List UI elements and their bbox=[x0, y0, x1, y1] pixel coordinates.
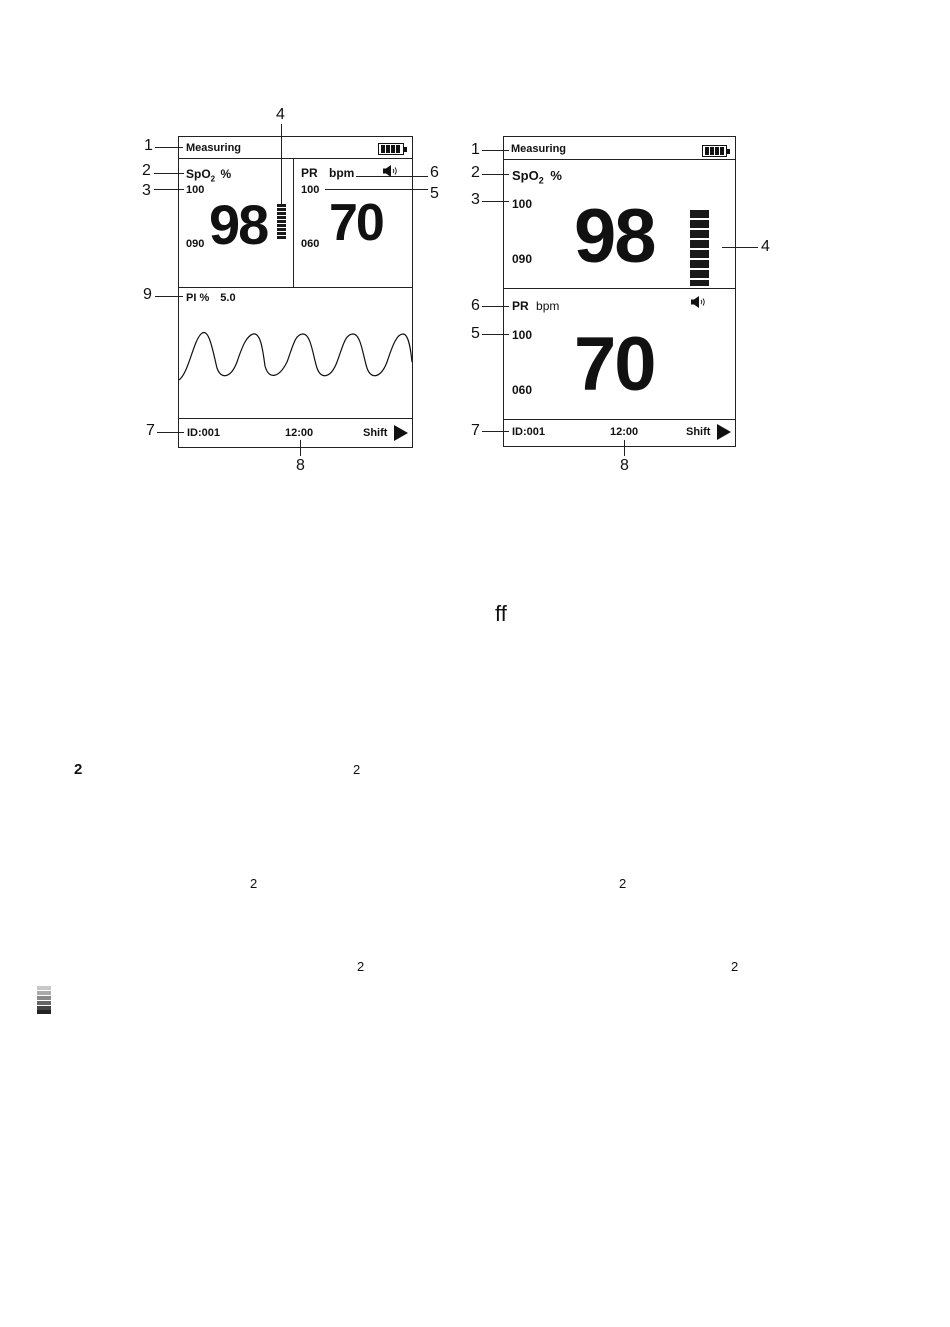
patient-id: ID:001 bbox=[187, 427, 221, 439]
callout-4: 4 bbox=[276, 106, 285, 123]
spo2-label: SpO$_2$ % bbox=[186, 167, 232, 184]
play-triangle-icon bbox=[717, 424, 731, 440]
callout-2: 2 bbox=[471, 164, 480, 181]
callout-3: 3 bbox=[142, 182, 151, 199]
speaker-icon bbox=[691, 296, 709, 308]
leader-line bbox=[157, 432, 184, 433]
spo2-low-limit: 090 bbox=[512, 252, 533, 266]
callout-9: 9 bbox=[143, 286, 152, 303]
spo2-high-limit: 100 bbox=[512, 197, 533, 211]
callout-5: 5 bbox=[430, 185, 439, 202]
leader-line bbox=[154, 173, 184, 174]
leader-line bbox=[482, 306, 509, 307]
callout-2: 2 bbox=[142, 162, 151, 179]
spo2-high-limit: 100 bbox=[186, 184, 205, 196]
subscript-fragment: 2 bbox=[731, 959, 739, 974]
status-text: Measuring bbox=[511, 143, 567, 155]
battery-icon bbox=[702, 145, 727, 157]
leader-line bbox=[300, 440, 301, 456]
clock-time: 12:00 bbox=[610, 426, 639, 438]
right-device-screen bbox=[503, 136, 736, 447]
pr-value: 70 bbox=[329, 194, 383, 252]
subscript-fragment: 2 bbox=[619, 876, 627, 891]
footer-divider bbox=[504, 419, 735, 420]
footer-divider bbox=[179, 418, 412, 419]
callout-6: 6 bbox=[430, 164, 439, 181]
callout-7: 7 bbox=[146, 422, 155, 439]
pr-low-limit: 060 bbox=[301, 238, 320, 250]
patient-id: ID:001 bbox=[512, 426, 546, 438]
battery-icon bbox=[378, 143, 404, 155]
subscript-fragment: 2 bbox=[250, 876, 258, 891]
leader-line bbox=[155, 296, 183, 297]
spo2-label: SpO$_2$ % bbox=[512, 168, 562, 186]
clock-time: 12:00 bbox=[285, 427, 314, 439]
subscript-fragment: 2 bbox=[74, 761, 83, 778]
pleth-waveform bbox=[179, 322, 412, 382]
signal-bar-icon bbox=[277, 204, 286, 240]
play-triangle-icon bbox=[394, 425, 408, 441]
section-divider bbox=[504, 288, 735, 289]
leader-line bbox=[482, 201, 509, 202]
leader-line bbox=[356, 176, 428, 177]
spo2-low-limit: 090 bbox=[186, 238, 205, 250]
pr-high-limit: 100 bbox=[301, 184, 320, 196]
leader-line bbox=[482, 431, 509, 432]
pr-value: 70 bbox=[574, 322, 655, 407]
header-divider bbox=[504, 159, 735, 160]
leader-line bbox=[482, 334, 509, 335]
leader-line bbox=[722, 247, 758, 248]
signal-bar-icon bbox=[37, 986, 51, 1014]
subscript-fragment: 2 bbox=[357, 959, 365, 974]
pr-label: PR bpm bbox=[301, 166, 355, 180]
callout-8: 8 bbox=[296, 457, 305, 474]
callout-6: 6 bbox=[471, 297, 480, 314]
header-divider bbox=[179, 158, 412, 159]
pr-low-limit: 060 bbox=[512, 383, 533, 397]
leader-line bbox=[155, 147, 183, 148]
waveform-divider bbox=[179, 287, 412, 288]
signal-bar-icon bbox=[690, 210, 709, 288]
leader-line bbox=[482, 174, 509, 175]
leader-line bbox=[325, 189, 428, 190]
shift-label: Shift bbox=[363, 427, 388, 439]
column-divider bbox=[293, 158, 294, 287]
callout-5: 5 bbox=[471, 325, 480, 342]
leader-line bbox=[482, 150, 509, 151]
left-device-screen bbox=[178, 136, 413, 448]
callout-7: 7 bbox=[471, 422, 480, 439]
callout-8: 8 bbox=[620, 457, 629, 474]
spo2-value: 98 bbox=[209, 193, 268, 256]
callout-1: 1 bbox=[144, 137, 153, 154]
pi-label: PI % 5.0 bbox=[186, 292, 236, 304]
ligature-fragment: ff bbox=[495, 601, 507, 626]
shift-label: Shift bbox=[686, 426, 711, 438]
leader-line bbox=[154, 189, 184, 190]
status-text: Measuring bbox=[186, 142, 242, 154]
leader-line bbox=[624, 440, 625, 456]
pr-high-limit: 100 bbox=[512, 328, 533, 342]
pr-label: PR bpm bbox=[512, 299, 560, 313]
spo2-value: 98 bbox=[574, 194, 655, 279]
callout-1: 1 bbox=[471, 141, 480, 158]
leader-line bbox=[281, 124, 282, 204]
callout-4: 4 bbox=[761, 238, 770, 255]
callout-3: 3 bbox=[471, 191, 480, 208]
subscript-fragment: 2 bbox=[353, 762, 361, 777]
